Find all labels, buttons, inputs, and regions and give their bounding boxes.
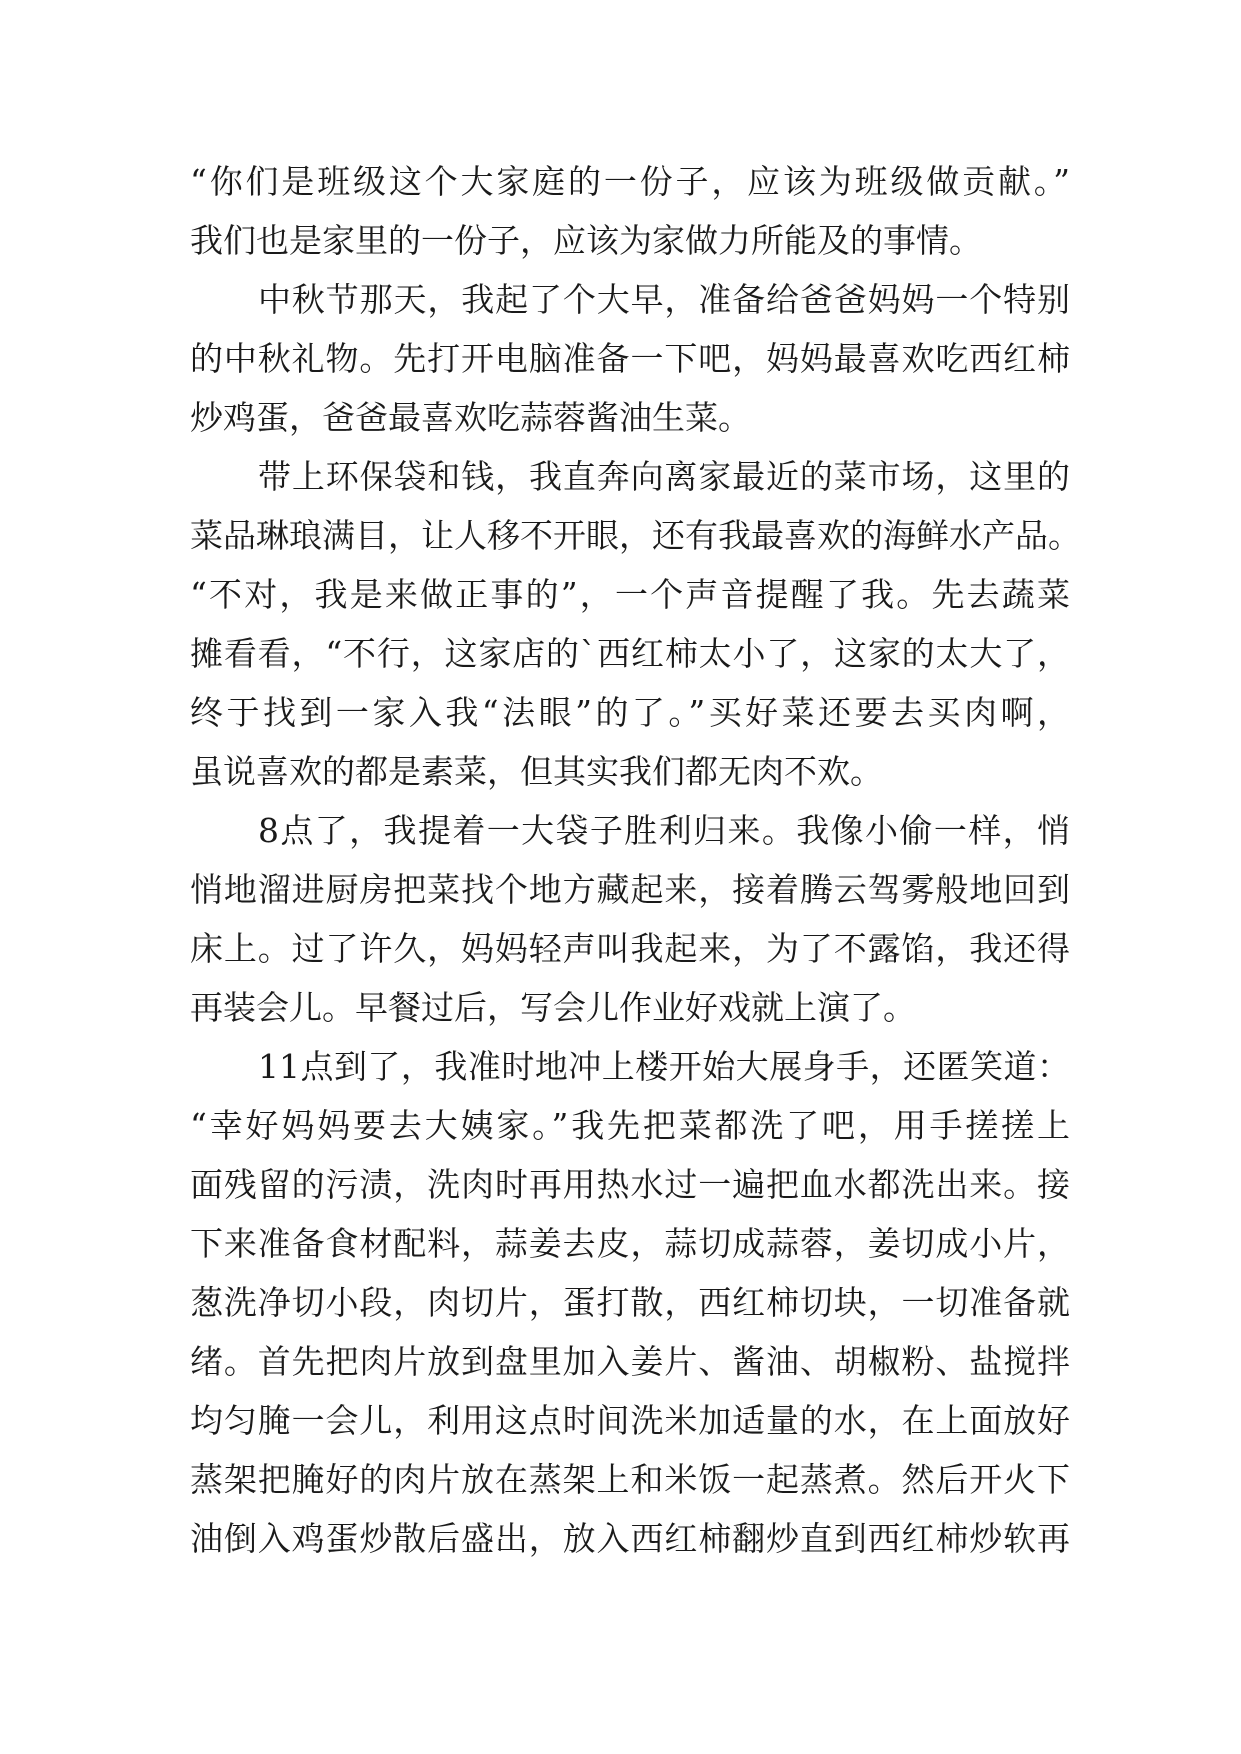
text-line: 的中秋礼物。先打开电脑准备一下吧，妈妈最喜欢吃西红柿 [190, 339, 1070, 378]
text-line: 蒸架把腌好的肉片放在蒸架上和米饭一起蒸煮。然后开火下 [190, 1460, 1070, 1499]
text-line: 面残留的污渍，洗肉时再用热水过一遍把血水都洗出来。接 [190, 1165, 1070, 1204]
text-line: 炒鸡蛋，爸爸最喜欢吃蒜蓉酱油生菜。 [190, 398, 751, 437]
text-line: 油倒入鸡蛋炒散后盛出，放入西红柿翻炒直到西红柿炒软再 [190, 1519, 1070, 1558]
paragraph-start-line: 中秋节那天，我起了个大早，准备给爸爸妈妈一个特别 [258, 280, 1070, 319]
text-line: 悄地溜进厨房把菜找个地方藏起来，接着腾云驾雾般地回到 [190, 870, 1070, 909]
text-line: 我们也是家里的一份子，应该为家做力所能及的事情。 [190, 221, 982, 260]
text-line: 床上。过了许久，妈妈轻声叫我起来，为了不露馅，我还得 [190, 929, 1070, 968]
text-line: 下来准备食材配料，蒜姜去皮，蒜切成蒜蓉，姜切成小片， [190, 1224, 1070, 1263]
text-line: 均匀腌一会儿，利用这点时间洗米加适量的水，在上面放好 [190, 1401, 1070, 1440]
text-line: 终于找到一家入我“法眼”的了。”买好菜还要去买肉啊， [190, 693, 1070, 732]
text-line: 摊看看，“不行，这家店的`西红柿太小了，这家的太大了， [190, 634, 1070, 673]
text-line: 菜品琳琅满目，让人移不开眼，还有我最喜欢的海鲜水产品。 [190, 516, 1081, 555]
paragraph-start-line: 带上环保袋和钱，我直奔向离家最近的菜市场，这里的 [258, 457, 1070, 496]
text-line: 葱洗净切小段，肉切片，蛋打散，西红柿切块，一切准备就 [190, 1283, 1070, 1322]
text-line: 再装会儿。早餐过后，写会儿作业好戏就上演了。 [190, 988, 916, 1027]
body-text [190, 152, 1081, 1568]
text-line: 绪。首先把肉片放到盘里加入姜片、酱油、胡椒粉、盐搅拌 [190, 1342, 1070, 1381]
text-line: “你们是班级这个大家庭的一份子，应该为班级做贡献。” [190, 162, 1070, 201]
text-line: 虽说喜欢的都是素菜，但其实我们都无肉不欢。 [190, 752, 883, 791]
text-line: “幸好妈妈要去大姨家。”我先把菜都洗了吧，用手搓搓上 [190, 1106, 1070, 1145]
paragraph-start-line: 8点了，我提着一大袋子胜利归来。我像小偷一样，悄 [258, 811, 1070, 850]
paragraph-start-line: 11点到了，我准时地冲上楼开始大展身手，还匿笑道： [258, 1047, 1070, 1086]
text-line: “不对，我是来做正事的”，一个声音提醒了我。先去蔬菜 [190, 575, 1070, 614]
